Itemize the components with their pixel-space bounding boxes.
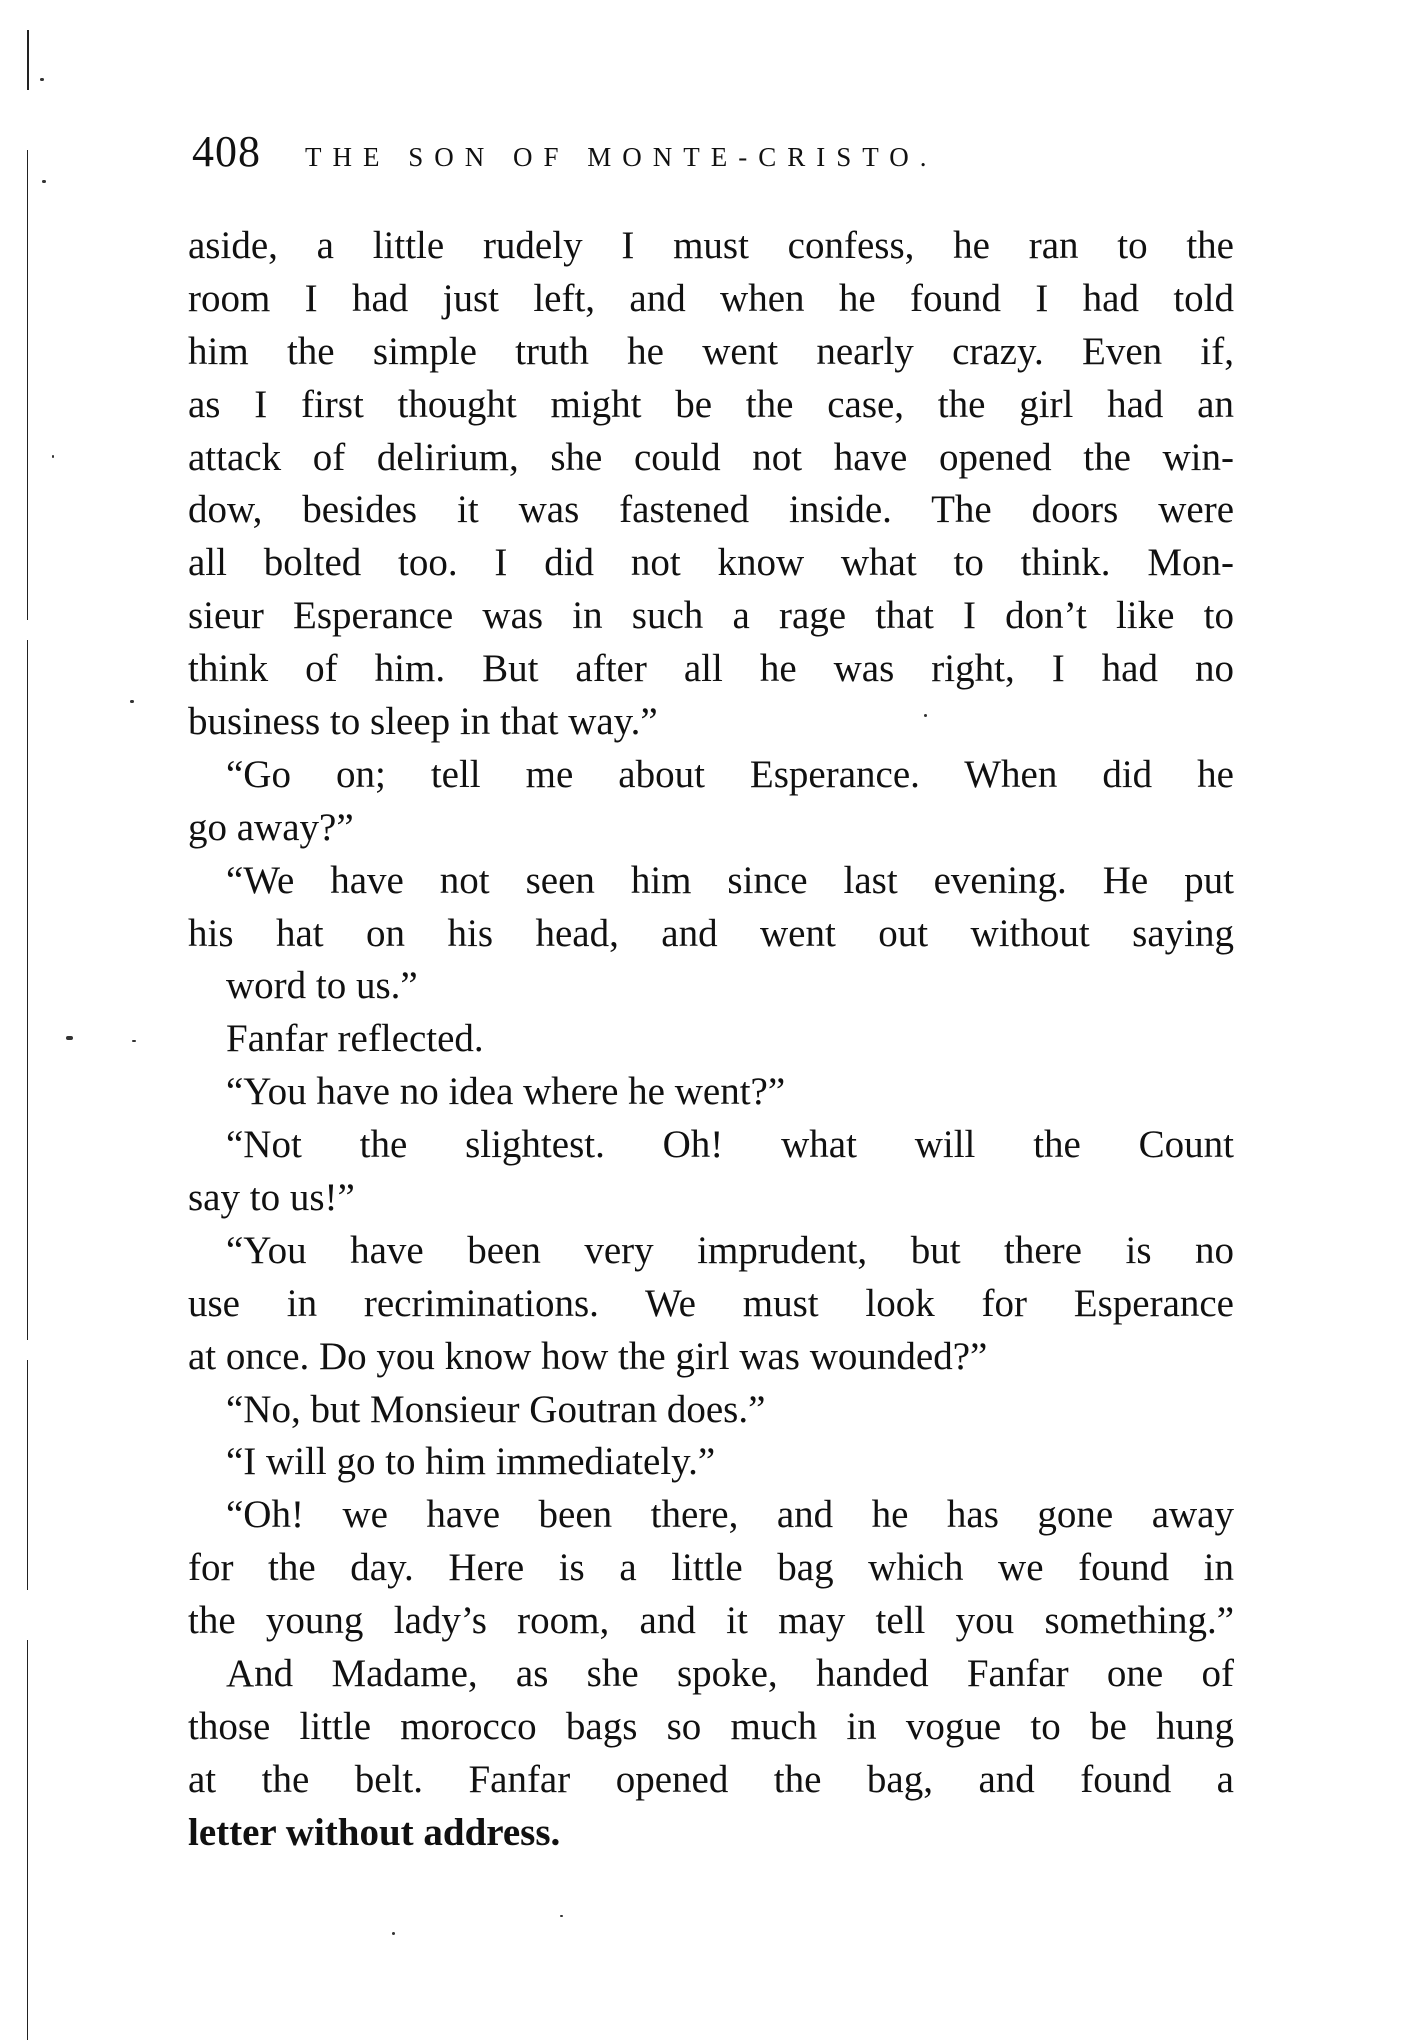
scan-edge-line [27, 1360, 28, 1590]
running-head [192, 126, 1232, 186]
text-line: sieur Esperance was in such a rage that I don’t like to [188, 594, 1234, 638]
scan-speck [560, 1915, 563, 1917]
text-line: at once. Do you know how the girl was wounded?” [188, 1334, 988, 1378]
text-line: “I will go to him immediately.” [226, 1440, 716, 1484]
text-line: those little morocco bags so much in vogue to be hung [188, 1704, 1234, 1748]
scan-edge-line [27, 30, 29, 90]
text-line: “Not the slightest. Oh! what will the Count [226, 1123, 1234, 1167]
text-line: Fanfar reflected. [226, 1017, 484, 1061]
text-line: “No, but Monsieur Goutran does.” [226, 1387, 766, 1431]
scan-speck [130, 700, 134, 703]
text-line: And Madame, as she spoke, handed Fanfar one of [226, 1652, 1234, 1696]
body-text [188, 220, 1234, 1860]
scan-speck [132, 1040, 136, 1042]
text-line: “We have not seen him since last evening. He put [226, 858, 1234, 902]
text-line: “Oh! we have been there, and he has gone away [226, 1493, 1234, 1537]
text-line: business to sleep in that way.” [188, 700, 658, 744]
text-line: the young lady’s room, and it may tell you something.” [188, 1599, 1234, 1643]
scan-speck [40, 78, 44, 81]
scan-speck [66, 1036, 73, 1040]
text-line: “You have been very imprudent, but there is no [226, 1228, 1234, 1272]
text-line: for the day. Here is a little bag which we found in [188, 1546, 1234, 1590]
text-line: room I had just left, and when he found I had told [188, 276, 1234, 320]
scan-speck [392, 1932, 395, 1935]
text-line: his hat on his head, and went out without saying [188, 911, 1234, 955]
page-number: 408 [192, 127, 261, 176]
scan-edge-line [27, 1640, 28, 2040]
text-line: word to us.” [226, 964, 418, 1008]
text-line: “You have no idea where he went?” [226, 1070, 786, 1114]
text-line: go away?” [188, 805, 354, 849]
text-line: “Go on; tell me about Esperance. When did he [226, 752, 1234, 796]
text-line: say to us!” [188, 1176, 355, 1220]
book-title: THE SON OF MONTE-CRISTO. [305, 142, 938, 172]
text-line: think of him. But after all he was right, I had no [188, 647, 1234, 691]
text-line: all bolted too. I did not know what to think. Mon- [188, 541, 1234, 585]
text-line: use in recriminations. We must look for Esperance [188, 1281, 1234, 1325]
text-line: letter without address. [188, 1810, 561, 1854]
scan-edge-line [27, 150, 28, 620]
text-line: aside, a little rudely I must confess, he ran to the [188, 224, 1234, 267]
text-line: attack of delirium, she could not have opened the win- [188, 435, 1234, 479]
text-line: him the simple truth he went nearly crazy. Even if, [188, 329, 1234, 373]
scan-speck [52, 455, 54, 458]
scan-edge-line [27, 640, 28, 1340]
text-line: dow, besides it was fastened inside. The doors were [188, 488, 1234, 532]
text-line: at the belt. Fanfar opened the bag, and found a [188, 1757, 1234, 1801]
scan-speck [42, 180, 46, 183]
text-line: as I first thought might be the case, the girl had an [188, 382, 1234, 426]
